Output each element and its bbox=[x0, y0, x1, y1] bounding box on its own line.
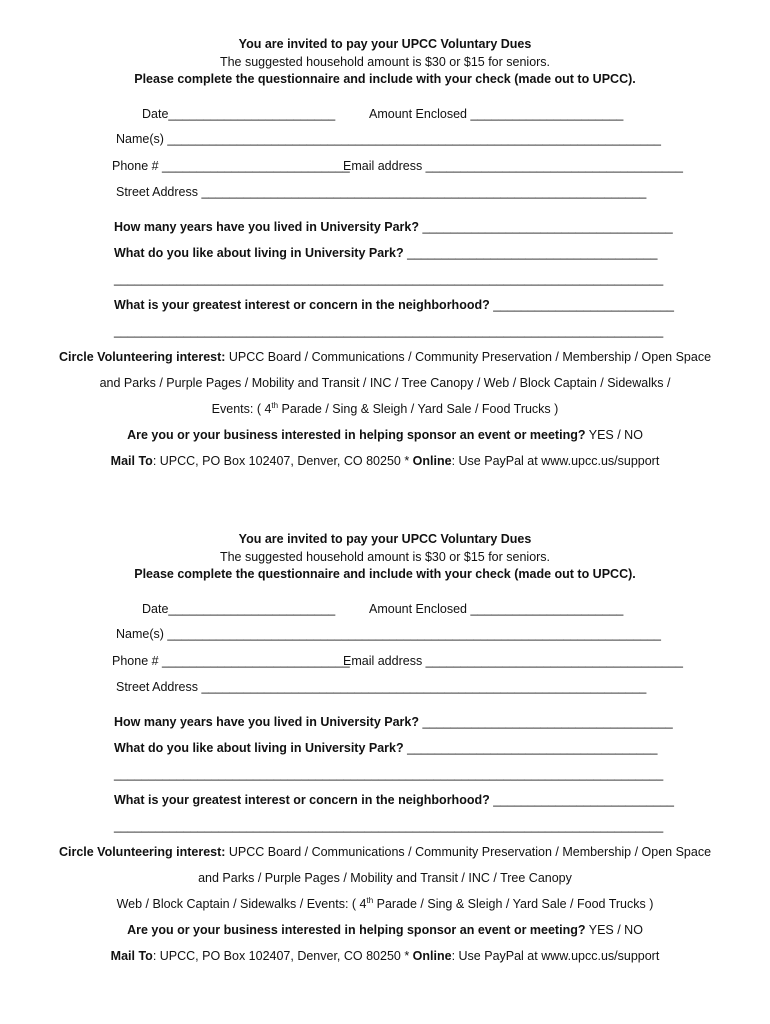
online-text: : Use PayPal at www.upcc.us/support bbox=[451, 454, 660, 468]
mail-to-label: Mail To bbox=[110, 454, 153, 468]
like-answer-field[interactable]: ____________________________________ bbox=[407, 246, 658, 260]
volunteer-options-2[interactable]: and Parks / Purple Pages / Mobility and Transit / INC / Tree Canopy / Web / Block Captain / Sidewalks / bbox=[99, 376, 671, 390]
volunteer-events-list: Parade / Sing & Sleigh / Yard Sale / Food Trucks ) bbox=[373, 897, 654, 911]
online-label: Online bbox=[412, 949, 452, 963]
phone-field[interactable]: Phone # ___________________________ bbox=[112, 654, 350, 668]
volunteer-line-1 bbox=[0, 350, 770, 364]
date-field[interactable]: Date________________________ bbox=[142, 107, 336, 121]
names-field[interactable]: Name(s) _______________________________________________________________________ bbox=[116, 627, 661, 641]
sponsor-options[interactable]: YES / NO bbox=[588, 428, 643, 442]
like-question: What do you like about living in University Park? bbox=[114, 741, 404, 755]
volunteer-options-1[interactable]: UPCC Board / Communications / Community Preservation / Membership / Open Space bbox=[228, 350, 712, 364]
volunteer-options-3[interactable] bbox=[0, 402, 770, 416]
sponsor-question: Are you or your business interested in helping sponsor an event or meeting? bbox=[127, 428, 586, 442]
ordinal-suffix: th bbox=[271, 400, 279, 410]
years-question-row bbox=[114, 220, 673, 234]
like-question-row bbox=[114, 246, 657, 260]
interest-question-row bbox=[114, 298, 674, 312]
sponsor-question: Are you or your business interested in helping sponsor an event or meeting? bbox=[127, 923, 586, 937]
years-question: How many years have you lived in University Park? bbox=[114, 715, 419, 729]
like-answer-line-2[interactable]: _______________________________________________________________________________ bbox=[114, 767, 664, 781]
mail-to-label: Mail To bbox=[110, 949, 153, 963]
like-answer-field[interactable]: ____________________________________ bbox=[407, 741, 658, 755]
years-answer-field[interactable]: ____________________________________ bbox=[422, 715, 673, 729]
email-field[interactable]: Email address _____________________________________ bbox=[343, 159, 683, 173]
mail-address: : UPCC, PO Box 102407, Denver, CO 80250 * bbox=[152, 454, 413, 468]
years-question: How many years have you lived in University Park? bbox=[114, 220, 419, 234]
years-answer-field[interactable]: ____________________________________ bbox=[422, 220, 673, 234]
volunteer-line-1 bbox=[0, 845, 770, 859]
mail-address: : UPCC, PO Box 102407, Denver, CO 80250 * bbox=[152, 949, 413, 963]
interest-question: What is your greatest interest or concern in the neighborhood? bbox=[114, 298, 490, 312]
interest-answer-field[interactable]: __________________________ bbox=[493, 793, 674, 807]
amount-enclosed-field[interactable]: Amount Enclosed ______________________ bbox=[369, 107, 624, 121]
form-title: You are invited to pay your UPCC Voluntary Dues bbox=[238, 532, 532, 546]
volunteer-options-1[interactable]: UPCC Board / Communications / Community Preservation / Membership / Open Space bbox=[228, 845, 712, 859]
interest-question: What is your greatest interest or concern in the neighborhood? bbox=[114, 793, 490, 807]
like-answer-line-2[interactable]: _______________________________________________________________________________ bbox=[114, 272, 664, 286]
mail-row bbox=[0, 949, 770, 963]
interest-answer-line-2[interactable]: _______________________________________________________________________________ bbox=[114, 324, 664, 338]
volunteer-events-text: Events: ( 4 bbox=[211, 402, 272, 416]
volunteer-events-text: Web / Block Captain / Sidewalks / Events: ( 4 bbox=[116, 897, 367, 911]
sponsor-row bbox=[0, 428, 770, 442]
instructions: Please complete the questionnaire and include with your check (made out to UPCC). bbox=[134, 72, 636, 86]
like-question-row bbox=[114, 741, 657, 755]
sponsor-row bbox=[0, 923, 770, 937]
names-field[interactable]: Name(s) _______________________________________________________________________ bbox=[116, 132, 661, 146]
volunteer-label: Circle Volunteering interest: bbox=[58, 845, 226, 859]
like-question: What do you like about living in University Park? bbox=[114, 246, 404, 260]
mail-row bbox=[0, 454, 770, 468]
form-title: You are invited to pay your UPCC Voluntary Dues bbox=[238, 37, 532, 51]
date-field[interactable]: Date________________________ bbox=[142, 602, 336, 616]
volunteer-events-list: Parade / Sing & Sleigh / Yard Sale / Food Trucks ) bbox=[278, 402, 559, 416]
interest-answer-field[interactable]: __________________________ bbox=[493, 298, 674, 312]
ordinal-suffix: th bbox=[366, 895, 374, 905]
amount-enclosed-field[interactable]: Amount Enclosed ______________________ bbox=[369, 602, 624, 616]
volunteer-options-3[interactable] bbox=[0, 897, 770, 911]
street-address-field[interactable]: Street Address ________________________________________________________________ bbox=[116, 680, 647, 694]
online-label: Online bbox=[412, 454, 452, 468]
interest-answer-line-2[interactable]: _______________________________________________________________________________ bbox=[114, 819, 664, 833]
years-question-row bbox=[114, 715, 673, 729]
street-address-field[interactable]: Street Address ________________________________________________________________ bbox=[116, 185, 647, 199]
suggested-amount: The suggested household amount is $30 or $15 for seniors. bbox=[219, 55, 551, 69]
online-text: : Use PayPal at www.upcc.us/support bbox=[451, 949, 660, 963]
phone-field[interactable]: Phone # ___________________________ bbox=[112, 159, 350, 173]
email-field[interactable]: Email address _____________________________________ bbox=[343, 654, 683, 668]
sponsor-options[interactable]: YES / NO bbox=[588, 923, 643, 937]
volunteer-options-2[interactable]: and Parks / Purple Pages / Mobility and Transit / INC / Tree Canopy bbox=[198, 871, 572, 885]
suggested-amount: The suggested household amount is $30 or $15 for seniors. bbox=[219, 550, 551, 564]
volunteer-label: Circle Volunteering interest: bbox=[58, 350, 226, 364]
instructions: Please complete the questionnaire and include with your check (made out to UPCC). bbox=[134, 567, 636, 581]
interest-question-row bbox=[114, 793, 674, 807]
